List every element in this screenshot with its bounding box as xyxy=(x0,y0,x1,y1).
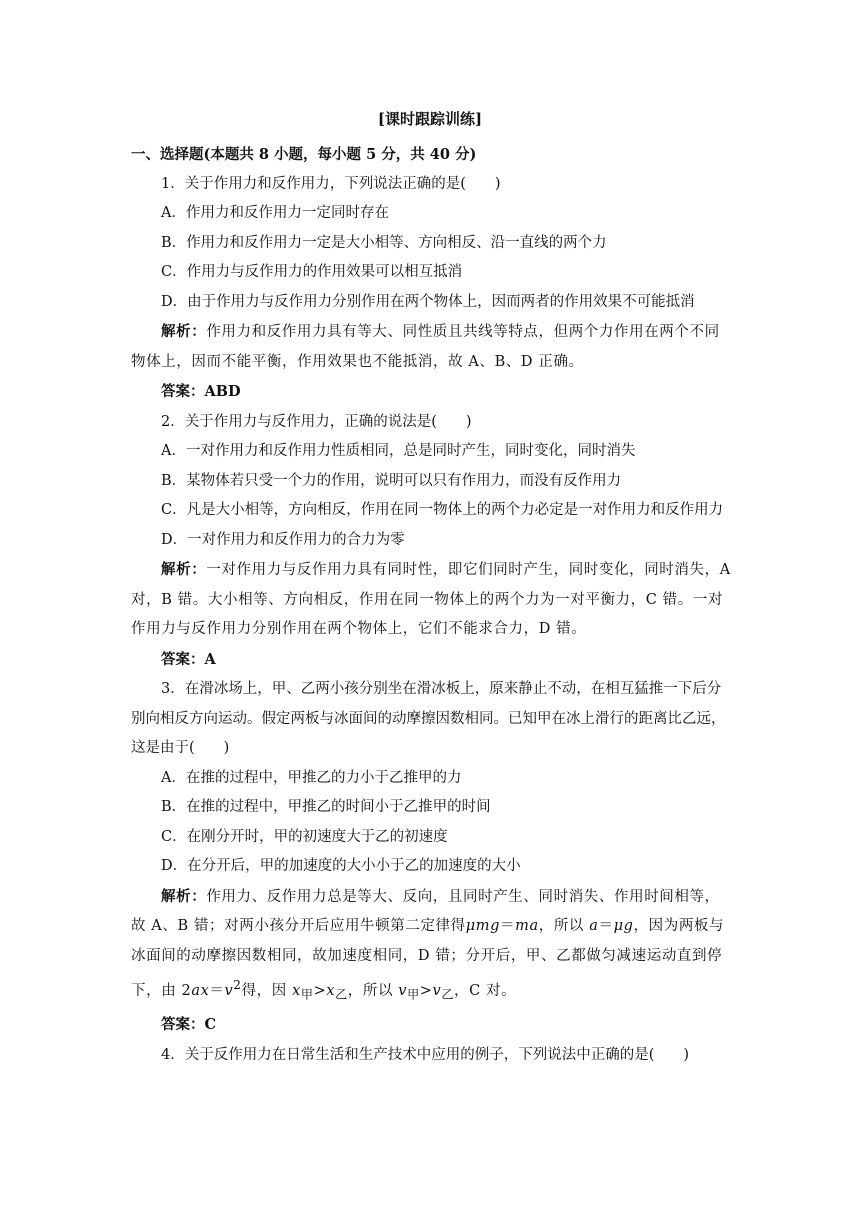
formula-v: v xyxy=(224,982,234,999)
question-2-option-b: B．某物体若只受一个力的作用，说明可以只有作用力，而没有反作用力 xyxy=(161,472,622,489)
question-1-analysis xyxy=(131,317,731,377)
formula-ma: ma xyxy=(515,918,539,934)
question-3-analysis xyxy=(131,882,731,1011)
page-title: [课时跟踪训练] xyxy=(377,110,483,128)
question-3-option-a: A．在推的过程中，甲推乙的力小于乙推甲的力 xyxy=(161,769,462,786)
subscript-yi: 乙 xyxy=(335,987,348,1002)
formula-x-jia: x xyxy=(292,982,301,999)
answer-value: A xyxy=(204,650,216,668)
subscript-yi-2: 乙 xyxy=(441,987,455,1002)
formula-x-yi: x xyxy=(326,982,336,999)
analysis-text-5: ，所以 xyxy=(347,982,399,999)
section-heading: 一、选择题(本题共 8 小题，每小题 5 分，共 40 分) xyxy=(131,146,477,163)
formula-gt-2: > xyxy=(419,982,433,999)
analysis-text-1: 作用力、反作用力总是等大、反向，且同时产生、同时消失、作用时间相等，故 A、B 错；对两小孩分开后应用牛顿第二定律得 xyxy=(131,888,720,934)
question-3-option-b: B．在推的过程中，甲推乙的时间小于乙推甲的时间 xyxy=(161,799,491,815)
formula-two: 2 xyxy=(181,982,192,999)
question-2-option-a: A．一对作用力和反作用力性质相同，总是同时产生，同时变化，同时消失 xyxy=(161,443,636,459)
question-1-answer xyxy=(131,377,731,408)
document-body xyxy=(131,140,731,1070)
answer-value: ABD xyxy=(204,383,241,400)
question-3-stem: 3．在滑冰场上，甲、乙两小孩分别坐在滑冰板上，原来静止不动，在相互猛推一下后分别向相反方向运动。假定两板与冰面间的动摩擦因数相同。已知甲在冰上滑行的距离比乙远，这是由于( ) xyxy=(131,681,726,756)
analysis-text-2: ，所以 xyxy=(538,918,590,934)
question-1-option-d: D．由于作用力与反作用力分别作用在两个物体上，因而两者的作用效果不可能抵消 xyxy=(161,293,695,310)
question-1-option-b: B．作用力和反作用力一定是大小相等、方向相反、沿一直线的两个力 xyxy=(161,234,607,251)
analysis-text: 一对作用力与反作用力具有同时性，即它们同时产生，同时变化，同时消失，A 对，B 错。大小相等、方向相反，作用在同一物体上的两个力为一对平衡力，C 错。一对作用力与反作用力分别作用在两个物体上，它们不能求合力，D 错。 xyxy=(131,562,731,637)
analysis-text: 作用力和反作用力具有等大、同性质且共线等特点，但两个力作用在两个不同物体上，因而不能平衡，作用效果也不能抵消，故 A、B、D 正确。 xyxy=(131,324,720,370)
formula-mu-g: μg xyxy=(613,918,634,934)
formula-square: 2 xyxy=(233,978,242,992)
formula-v-yi: v xyxy=(432,982,442,999)
subscript-jia: 甲 xyxy=(300,987,314,1002)
formula-ax: ax xyxy=(191,982,210,999)
answer-label: 答案： xyxy=(161,383,205,400)
answer-label: 答案： xyxy=(161,650,205,668)
answer-value: C xyxy=(204,1016,217,1034)
question-1-option-a: A．作用力和反作用力一定同时存在 xyxy=(161,205,389,221)
formula-mg: mg xyxy=(475,918,501,934)
question-3-answer xyxy=(131,1010,731,1041)
question-3-option-d: D．在分开后，甲的加速度的大小小于乙的加速度的大小 xyxy=(161,858,521,874)
question-2-option-d: D．一对作用力和反作用力的合力为零 xyxy=(161,531,405,548)
question-3-option-c: C．在刚分开时，甲的初速度大于乙的初速度 xyxy=(161,828,448,845)
analysis-label: 解析： xyxy=(161,561,207,578)
formula-equals-3: ＝ xyxy=(209,982,225,999)
question-1-stem: 1．关于作用力和反作用力，下列说法正确的是( ) xyxy=(161,175,501,192)
question-2-option-c: C．凡是大小相等，方向相反，作用在同一物体上的两个力必定是一对作用力和反作用力 xyxy=(161,502,724,518)
formula-gt: > xyxy=(313,982,327,999)
formula-equals: ＝ xyxy=(500,918,516,934)
formula-a: a xyxy=(589,918,599,934)
formula-v-jia: v xyxy=(398,982,408,999)
subscript-jia-2: 甲 xyxy=(407,987,420,1002)
analysis-text-3: ，因为两板与冰面间的动摩擦因数相同，故加速度相同，D 错；分开后，甲、乙都做匀减速运动直到停下，由 xyxy=(131,918,725,999)
formula-mu: μ xyxy=(465,918,476,934)
analysis-label: 解析： xyxy=(161,323,207,340)
question-2-analysis xyxy=(131,555,731,645)
analysis-text-6: ，C 对。 xyxy=(454,982,517,999)
analysis-label: 解析： xyxy=(161,887,207,905)
question-4-stem: 4．关于反作用力在日常生活和生产技术中应用的例子，下列说法中正确的是( ) xyxy=(161,1046,690,1063)
answer-label: 答案： xyxy=(161,1016,205,1034)
formula-equals-2: ＝ xyxy=(598,918,614,934)
question-2-answer xyxy=(131,645,731,676)
analysis-text-4: 得，因 xyxy=(241,982,293,999)
question-2-stem: 2．关于作用力与反作用力，正确的说法是( ) xyxy=(161,413,472,430)
question-1-option-c: C．作用力与反作用力的作用效果可以相互抵消 xyxy=(161,264,463,280)
